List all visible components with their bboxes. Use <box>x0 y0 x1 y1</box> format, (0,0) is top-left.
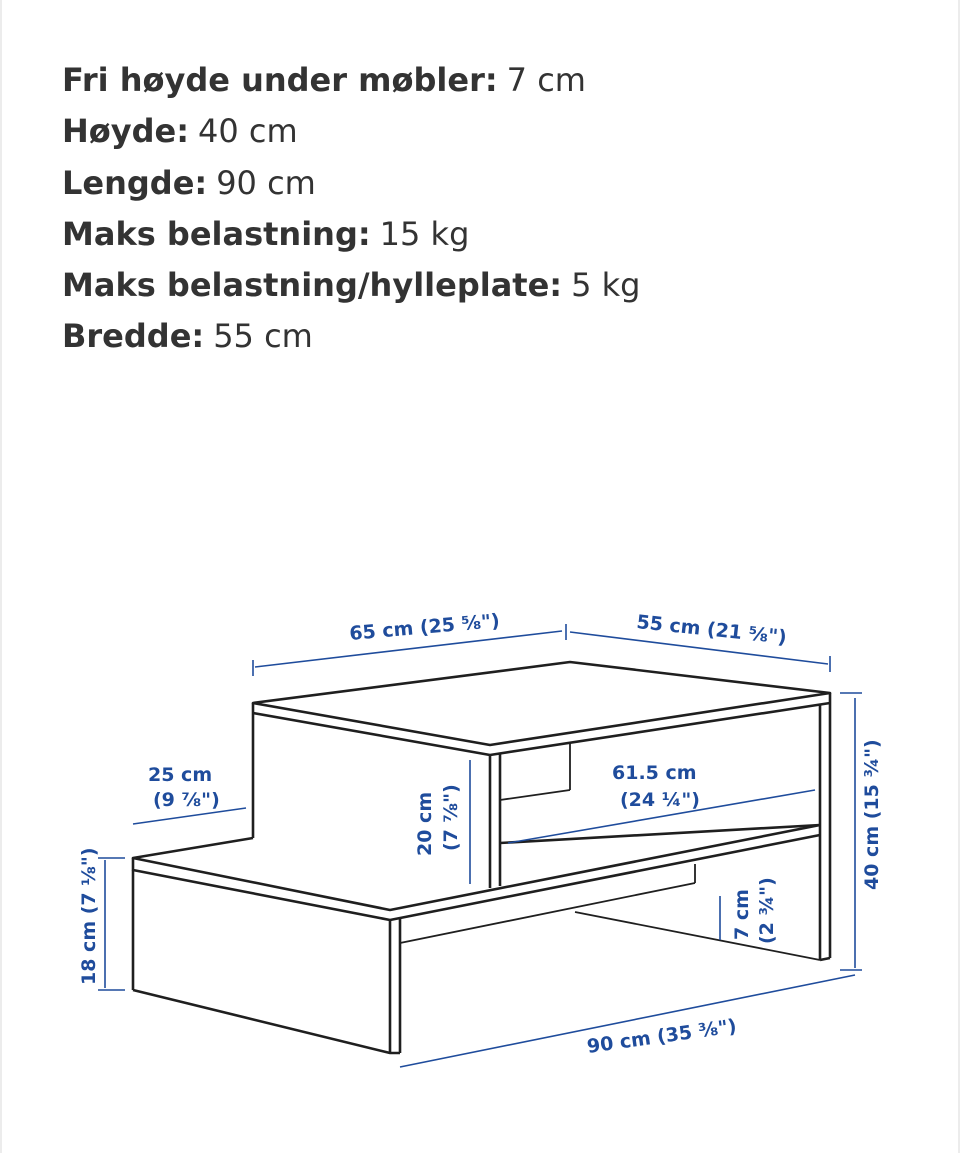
label-shelf-height-cm: 20 cm <box>414 791 436 856</box>
label-shelf-length-cm: 61.5 cm <box>612 762 697 784</box>
spec-row-width <box>62 311 640 362</box>
spec-value: 15 kg <box>379 214 470 253</box>
table-drawing <box>133 662 830 1053</box>
dimension-labels <box>78 610 883 1058</box>
label-shelf-height-in: (7 ⅞") <box>440 784 462 851</box>
upper-top-thickness <box>253 703 830 755</box>
spec-row-free-height <box>62 55 640 106</box>
label-step-height: 18 cm (7 ⅛") <box>78 847 100 985</box>
spec-value: 5 kg <box>571 266 641 305</box>
right-leg-bottom <box>820 958 830 960</box>
label-total-length: 90 cm (35 ⅜") <box>585 1015 738 1058</box>
label-step-depth-in: (9 ⅞") <box>153 789 220 811</box>
label-shelf-length-in: (24 ¼") <box>620 789 700 811</box>
arrow-total-length <box>400 975 855 1067</box>
dimension-diagram <box>0 560 960 1153</box>
spec-label: Bredde: <box>62 317 205 356</box>
spec-label: Maks belastning: <box>62 214 371 253</box>
floor-inner-line <box>575 912 820 960</box>
spec-value: 55 cm <box>213 317 313 356</box>
back-inner-bottom <box>500 790 570 800</box>
lower-bottom-edge <box>133 990 400 1053</box>
spec-label: Lengde: <box>62 163 208 202</box>
spec-row-max-load-shelf <box>62 260 640 311</box>
lower-back-line <box>400 883 695 943</box>
spec-value: 7 cm <box>506 61 586 99</box>
spec-row-max-load <box>62 209 640 260</box>
spec-label: Høyde: <box>62 112 190 151</box>
label-top-length: 65 cm (25 ⅝") <box>348 609 501 645</box>
label-clearance-cm: 7 cm <box>731 889 753 940</box>
lower-top-surface <box>133 825 820 910</box>
label-clearance-in: (2 ¾") <box>756 877 778 944</box>
spec-label: Maks belastning/hylleplate: <box>62 266 563 305</box>
upper-top-surface <box>253 662 830 745</box>
label-total-height: 40 cm (15 ¾") <box>861 739 883 890</box>
lower-top-thickness <box>133 835 820 920</box>
label-step-depth-cm: 25 cm <box>148 764 213 786</box>
spec-value: 90 cm <box>216 163 316 202</box>
spec-label: Fri høyde under møbler: <box>62 61 498 99</box>
spec-value: 40 cm <box>198 112 298 151</box>
label-top-width: 55 cm (21 ⅝") <box>635 611 788 649</box>
product-specs-list <box>62 55 640 363</box>
spec-row-height <box>62 106 640 157</box>
spec-row-length <box>62 158 640 209</box>
